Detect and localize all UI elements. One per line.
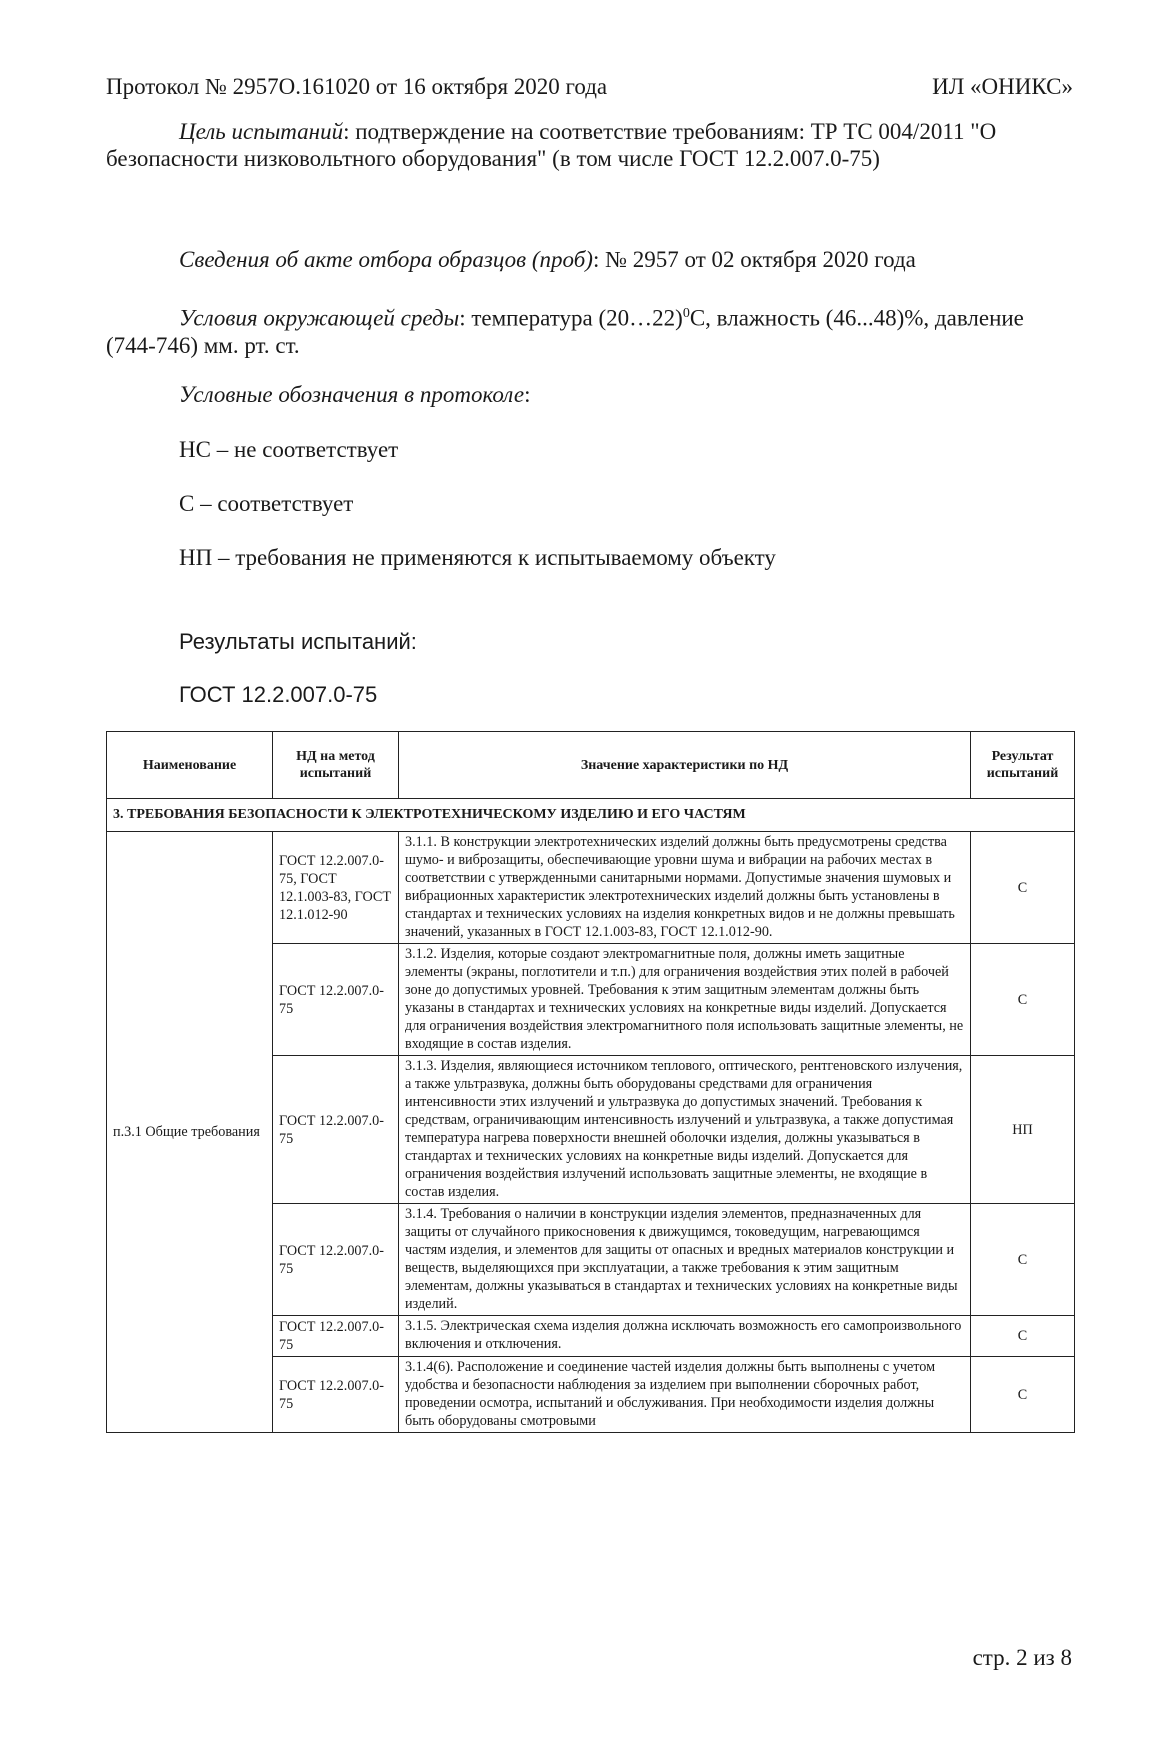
purpose-text: : подтверждение на соответствие требованиям: ТР ТС 004/2011 "О безопасности низковольтного оборудования" (в том числе ГОСТ 12.2.007.0-75) bbox=[106, 119, 997, 171]
row-nd: ГОСТ 12.2.007.0-75 bbox=[273, 1204, 399, 1316]
row-result: НП bbox=[971, 1056, 1075, 1204]
results-title: Результаты испытаний: bbox=[179, 629, 417, 654]
legend-item-nc: НС – не соответствует bbox=[179, 437, 399, 462]
conditions-text-2: С, влажность (46...48)%, давление (744-746) мм. рт. ст. bbox=[106, 305, 1024, 358]
legend-item-c: С – соответствует bbox=[179, 491, 354, 516]
results-table bbox=[106, 731, 1075, 1433]
conditions-text-1: : температура (20…22) bbox=[459, 305, 683, 331]
sampling-text: : № 2957 от 02 октября 2020 года bbox=[592, 247, 916, 272]
conditions-sup: 0 bbox=[682, 306, 690, 321]
conditions-label: Условия окружающей среды bbox=[179, 305, 460, 331]
row-text: 3.1.2. Изделия, которые создают электромагнитные поля, должны иметь защитные элементы (экраны, поглотители и т.п.) для ограничения воздействия этих полей в рабочей зоне до допустимых уровней. Требования к этим защитным элементам должны быть указаны в стандартах и технических условиях на конкретные виды изделий. Допускается для ограничения воздействия электромагнитного поля использовать защитные элементы, не входящие в состав изделия. bbox=[399, 944, 971, 1056]
legend-heading bbox=[179, 382, 530, 408]
row-text: 3.1.4(6). Расположение и соединение частей изделия должны быть выполнены с учетом удобства и безопасности наблюдения за изделием при выполнении сборочных работ, проведении осмотра, испытаний и обслуживания. При необходимости изделия должны быть оборудованы смотровыми bbox=[399, 1357, 971, 1433]
row-result: С bbox=[971, 1357, 1075, 1433]
lab-name: ИЛ «ОНИКС» bbox=[932, 74, 1073, 99]
purpose-label: Цель испытаний bbox=[179, 119, 344, 144]
row-nd: ГОСТ 12.2.007.0-75 bbox=[273, 1357, 399, 1433]
table-header-row bbox=[107, 732, 1075, 799]
table-section-row bbox=[107, 799, 1075, 832]
row-text: 3.1.4. Требования о наличии в конструкции изделия элементов, предназначенных для защиты от случайного прикосновения к движущимся, токоведущим, нагревающимся частям изделия, и элементов для защиты от опасных и вредных материалов конструкции и веществ, выделяющихся при эксплуатации, а также требования к этим защитным элементам, должны указываться в стандартах и технических условиях на конкретные виды изделий. bbox=[399, 1204, 971, 1316]
header-result: Результат испытаний bbox=[971, 732, 1075, 799]
conditions-paragraph bbox=[106, 300, 1046, 359]
sampling-paragraph bbox=[106, 246, 1046, 273]
row-result: С bbox=[971, 1316, 1075, 1357]
page-number: стр. 2 из 8 bbox=[972, 1645, 1072, 1670]
purpose-paragraph bbox=[106, 118, 1046, 172]
row-nd: ГОСТ 12.2.007.0-75 bbox=[273, 944, 399, 1056]
row-result: С bbox=[971, 944, 1075, 1056]
row-nd: ГОСТ 12.2.007.0-75, ГОСТ 12.1.003-83, ГОСТ 12.1.012-90 bbox=[273, 832, 399, 944]
row-text: 3.1.3. Изделия, являющиеся источником теплового, оптического, рентгеновского излучения, а также ультразвука, должны быть оборудованы средствами для ограничения интенсивности этих излучений и ультразвука до допустимых значений. Требования к средствам, ограничивающим интенсивность излучений и ультразвука, а также допустимая температура нагрева поверхности внешней оболочки изделия, должны указываться в стандартах и технических условиях на конкретные виды изделий. Допускается для ограничения воздействия излучений использовать защитные элементы, не входящие в состав изделия. bbox=[399, 1056, 971, 1204]
legend-item-np: НП – требования не применяются к испытываемому объекту bbox=[179, 545, 776, 570]
row-result: С bbox=[971, 1204, 1075, 1316]
header-name: Наименование bbox=[107, 732, 273, 799]
row-nd: ГОСТ 12.2.007.0-75 bbox=[273, 1316, 399, 1357]
row-nd: ГОСТ 12.2.007.0-75 bbox=[273, 1056, 399, 1204]
table-row bbox=[107, 832, 1075, 944]
page-header bbox=[106, 74, 1073, 104]
section-title: 3. ТРЕБОВАНИЯ БЕЗОПАСНОСТИ К ЭЛЕКТРОТЕХНИЧЕСКОМУ ИЗДЕЛИЮ И ЕГО ЧАСТЯМ bbox=[107, 799, 1075, 832]
protocol-title: Протокол № 2957О.161020 от 16 октября 2020 года bbox=[106, 74, 608, 99]
row-result: С bbox=[971, 832, 1075, 944]
row-text: 3.1.1. В конструкции электротехнических изделий должны быть предусмотрены средства шумо- и виброзащиты, обеспечивающие уровни шума и вибрации на рабочих местах в соответствии с утвержденными санитарными нормами. Допустимые значения шумовых и вибрационных характеристик электротехнических изделий должны быть установлены в стандартах и технических условиях на изделия конкретных видов и не должны превышать значений, указанных в ГОСТ 12.1.003-83, ГОСТ 12.1.012-90. bbox=[399, 832, 971, 944]
standard-name: ГОСТ 12.2.007.0-75 bbox=[179, 682, 378, 707]
row-text: 3.1.5. Электрическая схема изделия должна исключать возможность его самопроизвольного включения и отключения. bbox=[399, 1316, 971, 1357]
header-value: Значение характеристики по НД bbox=[399, 732, 971, 799]
header-nd: НД на метод испытаний bbox=[273, 732, 399, 799]
group-name: п.3.1 Общие требования bbox=[107, 832, 273, 1433]
sampling-label: Сведения об акте отбора образцов (проб) bbox=[179, 247, 593, 272]
legend-label: Условные обозначения в протоколе bbox=[179, 382, 525, 407]
legend-colon: : bbox=[524, 382, 531, 407]
